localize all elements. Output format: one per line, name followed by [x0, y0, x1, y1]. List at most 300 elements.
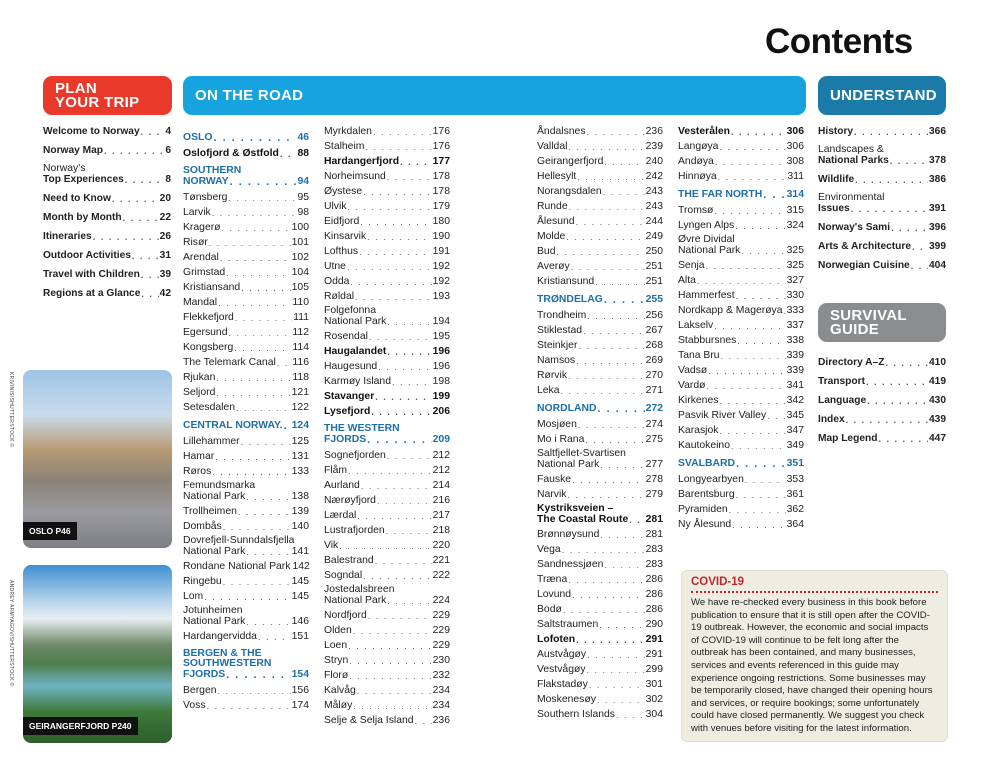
- dot-leader: [736, 458, 786, 470]
- toc-entry[interactable]: [183, 700, 309, 712]
- dot-leader: [603, 186, 645, 198]
- toc-entry[interactable]: [183, 387, 309, 399]
- toc-entry-label: Moskenesøy: [537, 694, 596, 705]
- page-number: 362: [786, 504, 804, 515]
- toc-entry[interactable]: [183, 327, 309, 339]
- toc-entry-label: Haugesund: [324, 361, 378, 372]
- toc-entry[interactable]: [324, 655, 450, 667]
- toc-entry[interactable]: [537, 489, 663, 501]
- toc-entry[interactable]: [183, 631, 309, 643]
- toc-entry[interactable]: [537, 171, 663, 183]
- toc-entry[interactable]: [43, 126, 171, 138]
- page-number: 281: [645, 529, 663, 540]
- toc-entry[interactable]: [324, 331, 450, 343]
- toc-entry-label-start: SOUTHERN: [183, 165, 242, 176]
- on-the-road-column-4: [678, 126, 804, 534]
- dot-leader: [125, 174, 165, 186]
- toc-entry[interactable]: [678, 305, 804, 317]
- toc-entry[interactable]: [43, 250, 171, 262]
- toc-entry[interactable]: [183, 685, 309, 697]
- toc-entry-label: Arts & Architecture: [818, 241, 912, 252]
- toc-entry[interactable]: [537, 156, 663, 168]
- toc-entry[interactable]: [537, 325, 663, 337]
- toc-entry[interactable]: [43, 231, 171, 243]
- toc-entry[interactable]: [183, 436, 309, 448]
- toc-entry[interactable]: [324, 570, 450, 582]
- toc-entry-label: Lovund: [537, 589, 572, 600]
- toc-entry-label: Bud: [537, 246, 556, 257]
- toc-entry[interactable]: [537, 634, 663, 646]
- dot-leader: [846, 414, 928, 426]
- toc-entry[interactable]: [324, 685, 450, 697]
- toc-entry-label: Norway Map: [43, 145, 104, 156]
- toc-entry[interactable]: [324, 406, 450, 418]
- toc-entry-label: Kalvåg: [324, 685, 356, 696]
- dot-leader: [141, 288, 158, 300]
- toc-entry[interactable]: [818, 433, 946, 445]
- toc-entry[interactable]: [537, 419, 663, 431]
- toc-section-heading[interactable]: [537, 294, 663, 306]
- toc-entry[interactable]: [537, 201, 663, 213]
- dot-leader: [585, 434, 644, 446]
- toc-entry-label: Rondane National Park: [183, 561, 291, 572]
- dot-leader: [719, 395, 785, 407]
- dot-leader: [715, 156, 786, 168]
- page-number: 430: [929, 395, 946, 406]
- toc-entry[interactable]: [324, 171, 450, 183]
- page-number: 178: [432, 171, 450, 182]
- page-number: 114: [292, 342, 309, 353]
- page-number: 198: [432, 376, 450, 387]
- page-number: 177: [432, 156, 450, 167]
- dot-leader: [223, 576, 291, 588]
- toc-entry[interactable]: [183, 342, 309, 354]
- toc-entry[interactable]: [537, 355, 663, 367]
- page-number: 251: [645, 276, 663, 287]
- toc-entry[interactable]: [324, 450, 450, 462]
- toc-entry[interactable]: [324, 700, 450, 712]
- toc-entry-label: Mo i Rana: [537, 434, 585, 445]
- toc-entry[interactable]: [183, 521, 309, 533]
- page-number: 249: [645, 231, 663, 242]
- toc-entry-label: Tana Bru: [678, 350, 720, 361]
- toc-entry[interactable]: [324, 555, 450, 567]
- page-number: 291: [645, 634, 663, 645]
- toc-entry-label: Welcome to Norway: [43, 126, 140, 137]
- dot-leader: [392, 376, 432, 388]
- toc-entry[interactable]: [818, 376, 946, 388]
- toc-entry[interactable]: [537, 370, 663, 382]
- toc-entry[interactable]: [537, 559, 663, 571]
- toc-entry-label: Saltstraumen: [537, 619, 599, 630]
- toc-section-heading[interactable]: [324, 424, 450, 446]
- toc-entry[interactable]: [537, 709, 663, 721]
- toc-entry[interactable]: [537, 186, 663, 198]
- dot-leader: [885, 357, 928, 369]
- toc-entry[interactable]: [537, 574, 663, 586]
- toc-entry[interactable]: [818, 145, 946, 167]
- toc-entry[interactable]: [678, 335, 804, 347]
- toc-entry[interactable]: [678, 141, 804, 153]
- dot-leader: [357, 510, 431, 522]
- dot-leader: [400, 156, 432, 168]
- dot-leader: [731, 440, 786, 452]
- toc-entry[interactable]: [43, 288, 171, 300]
- toc-entry-label: Lærdal: [324, 510, 357, 521]
- toc-entry[interactable]: [678, 489, 804, 501]
- dot-leader: [587, 649, 645, 661]
- page-number: 301: [645, 679, 663, 690]
- page-number: 399: [929, 241, 946, 252]
- toc-entry[interactable]: [43, 164, 171, 186]
- toc-entry[interactable]: [324, 261, 450, 273]
- dot-leader: [378, 361, 432, 373]
- toc-entry-label: Norangsdalen: [537, 186, 602, 197]
- toc-entry[interactable]: [818, 193, 946, 215]
- toc-entry[interactable]: [678, 474, 804, 486]
- toc-entry[interactable]: [537, 385, 663, 397]
- toc-entry[interactable]: [183, 357, 309, 369]
- dot-leader: [387, 346, 431, 358]
- toc-entry[interactable]: [537, 261, 663, 273]
- toc-entry[interactable]: [183, 282, 309, 294]
- page-number: 378: [929, 155, 946, 166]
- toc-entry[interactable]: [324, 156, 450, 168]
- toc-entry[interactable]: [183, 312, 309, 324]
- toc-entry[interactable]: [818, 414, 946, 426]
- toc-section-heading[interactable]: [678, 458, 804, 470]
- toc-entry[interactable]: [537, 649, 663, 661]
- dot-leader: [360, 216, 431, 228]
- toc-section-heading[interactable]: [183, 166, 309, 188]
- page-number: 156: [291, 685, 309, 696]
- toc-entry[interactable]: [818, 174, 946, 186]
- dot-leader: [735, 220, 785, 232]
- toc-entry[interactable]: [183, 536, 309, 558]
- page-number: 139: [291, 506, 309, 517]
- toc-entry[interactable]: [537, 679, 663, 691]
- dot-leader: [371, 406, 431, 418]
- page-number: 180: [432, 216, 450, 227]
- page-number: 111: [293, 312, 309, 323]
- toc-entry[interactable]: [324, 216, 450, 228]
- toc-entry-label: Olden: [324, 625, 352, 636]
- toc-entry[interactable]: [183, 207, 309, 219]
- toc-entry[interactable]: [678, 126, 804, 138]
- toc-entry[interactable]: [678, 235, 804, 257]
- dot-leader: [568, 370, 645, 382]
- toc-entry-label: Namsos: [537, 355, 576, 366]
- toc-entry[interactable]: [537, 141, 663, 153]
- toc-entry[interactable]: [324, 670, 450, 682]
- toc-entry[interactable]: [678, 350, 804, 362]
- toc-entry[interactable]: [324, 715, 450, 727]
- toc-entry[interactable]: [324, 540, 450, 552]
- dot-leader: [218, 685, 291, 697]
- toc-entry-label: Alta: [678, 275, 696, 286]
- toc-entry-label: NORWAY: [183, 176, 229, 187]
- toc-entry[interactable]: [537, 434, 663, 446]
- dot-leader: [745, 474, 786, 486]
- dot-leader: [228, 192, 296, 204]
- page-number: 277: [645, 459, 663, 470]
- toc-entry[interactable]: [183, 237, 309, 249]
- toc-entry[interactable]: [324, 201, 450, 213]
- toc-entry[interactable]: [537, 276, 663, 288]
- toc-entry[interactable]: [43, 145, 171, 157]
- page-number: 218: [432, 525, 450, 536]
- page-number: 353: [786, 474, 804, 485]
- toc-entry[interactable]: [183, 481, 309, 503]
- toc-entry[interactable]: [324, 291, 450, 303]
- toc-entry-label: Flakstadøy: [537, 679, 588, 690]
- toc-entry[interactable]: [324, 346, 450, 358]
- toc-entry[interactable]: [324, 186, 450, 198]
- page-number: 191: [432, 246, 450, 257]
- page-number: 250: [645, 246, 663, 257]
- toc-entry[interactable]: [324, 231, 450, 243]
- dot-leader: [258, 631, 291, 643]
- toc-entry[interactable]: [537, 664, 663, 676]
- page-number: 304: [645, 709, 663, 720]
- toc-entry[interactable]: [678, 220, 804, 232]
- toc-entry[interactable]: [183, 297, 309, 309]
- page-number: 196: [432, 346, 450, 357]
- page-number: 141: [291, 546, 309, 557]
- toc-entry[interactable]: [678, 260, 804, 272]
- dot-leader: [365, 141, 431, 153]
- dot-leader: [572, 589, 645, 601]
- toc-section-heading[interactable]: [183, 649, 309, 681]
- toc-entry[interactable]: [818, 126, 946, 138]
- page-number: 327: [786, 275, 804, 286]
- dot-leader: [600, 529, 644, 541]
- toc-entry[interactable]: [324, 361, 450, 373]
- toc-entry[interactable]: [324, 306, 450, 328]
- toc-entry-label: Norheimsund: [324, 171, 386, 182]
- toc-entry[interactable]: [537, 504, 663, 526]
- toc-entry-label-start: Øvre Dividal: [678, 234, 735, 245]
- toc-entry[interactable]: [183, 192, 309, 204]
- toc-entry[interactable]: [43, 193, 171, 205]
- toc-entry[interactable]: [324, 480, 450, 492]
- dot-leader: [230, 176, 297, 188]
- toc-entry[interactable]: [324, 126, 450, 138]
- toc-entry[interactable]: [324, 625, 450, 637]
- page-number: 330: [786, 290, 804, 301]
- toc-entry[interactable]: [183, 148, 309, 160]
- toc-entry[interactable]: [324, 465, 450, 477]
- toc-entry-label: Need to Know: [43, 193, 111, 204]
- page-number: 222: [432, 570, 450, 581]
- toc-entry[interactable]: [183, 252, 309, 264]
- toc-entry[interactable]: [678, 395, 804, 407]
- toc-entry[interactable]: [183, 591, 309, 603]
- toc-entry[interactable]: [678, 425, 804, 437]
- dot-leader: [216, 372, 291, 384]
- toc-entry[interactable]: [537, 126, 663, 138]
- toc-entry[interactable]: [678, 365, 804, 377]
- toc-entry[interactable]: [678, 320, 804, 332]
- toc-entry[interactable]: [537, 589, 663, 601]
- toc-entry[interactable]: [537, 216, 663, 228]
- toc-entry[interactable]: [537, 694, 663, 706]
- dot-leader: [911, 260, 928, 272]
- dot-leader: [387, 316, 431, 328]
- page-number: 176: [432, 141, 450, 152]
- toc-section-heading[interactable]: [183, 132, 309, 144]
- toc-entry-label: Lofthus: [324, 246, 359, 257]
- page-number: 232: [432, 670, 450, 681]
- understand-list: [818, 126, 946, 279]
- toc-section-heading[interactable]: [183, 420, 309, 432]
- toc-entry[interactable]: [678, 380, 804, 392]
- toc-entry-label: Balestrand: [324, 555, 374, 566]
- toc-entry[interactable]: [183, 466, 309, 478]
- toc-entry-label: Outdoor Activities: [43, 250, 131, 261]
- toc-entry[interactable]: [43, 269, 171, 281]
- toc-entry[interactable]: [324, 510, 450, 522]
- toc-entry[interactable]: [537, 474, 663, 486]
- toc-entry-label: Index: [818, 414, 845, 425]
- toc-entry[interactable]: [183, 506, 309, 518]
- page-number: 236: [645, 126, 663, 137]
- page-number: 243: [645, 201, 663, 212]
- toc-entry-label: Nærøyfjord: [324, 495, 376, 506]
- toc-entry[interactable]: [537, 246, 663, 258]
- dot-leader: [123, 212, 159, 224]
- toc-entry[interactable]: [183, 402, 309, 414]
- toc-entry[interactable]: [537, 340, 663, 352]
- toc-entry[interactable]: [818, 222, 946, 234]
- toc-entry[interactable]: [678, 156, 804, 168]
- toc-entry[interactable]: [678, 171, 804, 183]
- page-number: 192: [432, 261, 450, 272]
- toc-entry[interactable]: [537, 529, 663, 541]
- toc-entry[interactable]: [324, 391, 450, 403]
- dot-leader: [707, 380, 786, 392]
- toc-entry-label: Andøya: [678, 156, 714, 167]
- toc-entry-label: Kristiansund: [537, 276, 595, 287]
- toc-entry[interactable]: [324, 585, 450, 607]
- toc-entry[interactable]: [678, 519, 804, 531]
- toc-entry[interactable]: [818, 357, 946, 369]
- on-the-road-column-3: [537, 126, 663, 724]
- page-number: 391: [929, 203, 946, 214]
- toc-entry[interactable]: [678, 290, 804, 302]
- dot-leader: [387, 450, 432, 462]
- photo-caption: GEIRANGERFJORD P240: [23, 717, 138, 735]
- toc-entry[interactable]: [537, 449, 663, 471]
- toc-entry[interactable]: [324, 141, 450, 153]
- toc-entry[interactable]: [324, 495, 450, 507]
- toc-entry[interactable]: [183, 372, 309, 384]
- toc-entry[interactable]: [537, 604, 663, 616]
- page-number: 133: [291, 466, 309, 477]
- toc-entry[interactable]: [183, 222, 309, 234]
- toc-entry[interactable]: [324, 525, 450, 537]
- page-number: 229: [432, 610, 450, 621]
- toc-entry[interactable]: [183, 576, 309, 588]
- toc-entry-label: Lillehammer: [183, 436, 240, 447]
- toc-entry[interactable]: [324, 276, 450, 288]
- dot-leader: [359, 246, 432, 258]
- dot-leader: [132, 250, 159, 262]
- toc-entry[interactable]: [818, 395, 946, 407]
- toc-entry[interactable]: [537, 544, 663, 556]
- toc-entry[interactable]: [183, 561, 309, 573]
- dot-leader: [708, 365, 785, 377]
- toc-entry[interactable]: [818, 241, 946, 253]
- toc-entry-label: Måløy: [324, 700, 353, 711]
- dot-leader: [714, 320, 785, 332]
- toc-entry[interactable]: [324, 610, 450, 622]
- toc-entry[interactable]: [537, 310, 663, 322]
- dot-leader: [736, 290, 786, 302]
- toc-entry[interactable]: [537, 231, 663, 243]
- toc-entry-label: Bergen: [183, 685, 217, 696]
- dot-leader: [204, 591, 290, 603]
- page-number: 112: [292, 327, 309, 338]
- dot-leader: [878, 433, 928, 445]
- covid-notice: [681, 570, 948, 742]
- page-number: 42: [159, 288, 171, 299]
- dot-leader: [238, 506, 291, 518]
- toc-entry[interactable]: [678, 205, 804, 217]
- toc-entry[interactable]: [678, 410, 804, 422]
- toc-entry[interactable]: [324, 376, 450, 388]
- dot-leader: [569, 201, 645, 213]
- toc-section-heading[interactable]: [537, 403, 663, 415]
- dot-leader: [719, 425, 785, 437]
- toc-entry-label: Eidfjord: [324, 216, 360, 227]
- toc-entry-label: National Park: [324, 316, 387, 327]
- toc-entry[interactable]: [324, 640, 450, 652]
- page-number: 121: [291, 387, 309, 398]
- toc-entry-label: Kirkenes: [678, 395, 719, 406]
- toc-entry[interactable]: [183, 267, 309, 279]
- page-number: 39: [159, 269, 171, 280]
- toc-entry-label: Øystese: [324, 186, 363, 197]
- toc-entry-label: Vadsø: [678, 365, 708, 376]
- toc-entry[interactable]: [537, 619, 663, 631]
- dot-leader: [599, 619, 644, 631]
- toc-section-heading[interactable]: [678, 189, 804, 201]
- toc-entry[interactable]: [678, 504, 804, 516]
- toc-entry-label: Regions at a Glance: [43, 288, 141, 299]
- toc-entry-label: CENTRAL NORWAY.: [183, 420, 283, 431]
- toc-entry[interactable]: [183, 606, 309, 628]
- toc-entry-label: Mosjøen: [537, 419, 577, 430]
- page-number: 256: [645, 310, 663, 321]
- page-number: 255: [645, 294, 663, 305]
- page-number: 396: [929, 222, 946, 233]
- dot-leader: [721, 350, 786, 362]
- toc-entry-label: Austvågøy: [537, 649, 587, 660]
- toc-entry[interactable]: [43, 212, 171, 224]
- dot-leader: [567, 489, 644, 501]
- dot-leader: [578, 419, 645, 431]
- dot-leader: [557, 246, 645, 258]
- toc-entry[interactable]: [324, 246, 450, 258]
- dot-leader: [718, 171, 787, 183]
- dot-leader: [576, 216, 645, 228]
- toc-entry[interactable]: [818, 260, 946, 272]
- toc-entry[interactable]: [678, 275, 804, 287]
- toc-entry[interactable]: [678, 440, 804, 452]
- page-number: 116: [292, 357, 309, 368]
- toc-entry[interactable]: [183, 451, 309, 463]
